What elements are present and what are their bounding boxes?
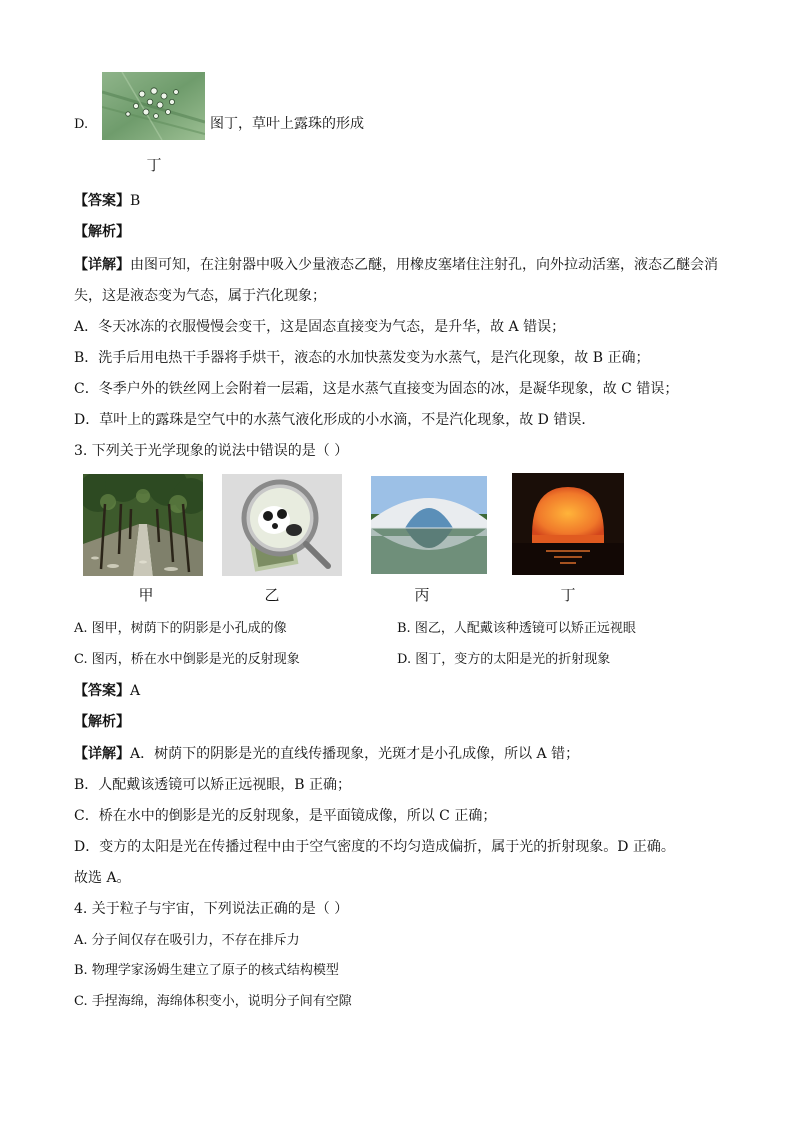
answer-label: 【答案】 — [74, 683, 130, 699]
q3-stem: 3. 下列关于光学现象的说法中错误的是（ ） — [74, 443, 349, 459]
q3-detail-d: D．变方的太阳是光在传播过程中由于空气密度的不均匀造成偏折，属于光的折射现象。D 正确。 — [74, 839, 675, 855]
q3-detail-b: B．人配戴该透镜可以矫正远视眼，B 正确； — [74, 777, 352, 793]
q4-stem: 4. 关于粒子与宇宙，下列说法正确的是（ ） — [74, 901, 349, 917]
q3-analysis-label: 【解析】 — [74, 714, 130, 730]
q4-option-b: B. 物理学家汤姆生建立了原子的核式结构模型 — [74, 963, 339, 978]
detail-label: 【详解】 — [74, 746, 130, 762]
q3-detail-a — [74, 745, 579, 763]
q2-detail-b: B．洗手后用电热干手器将手烘干，液态的水加快蒸发变为水蒸气，是汽化现象，故 B 正确； — [74, 350, 650, 366]
detail-text: A．树荫下的阴影是光的直线传播现象，光斑才是小孔成像，所以 A 错； — [130, 746, 580, 762]
q2-option-d-text: 图丁，草叶上露珠的形成 — [210, 116, 364, 132]
detail-text: 由图可知，在注射器中吸入少量液态乙醚，用橡皮塞堵住注射孔，向外拉动活塞，液态乙醚会消 — [130, 257, 718, 273]
q2-detail-d: D．草叶上的露珠是空气中的水蒸气液化形成的小水滴，不是汽化现象，故 D 错误． — [74, 412, 596, 428]
bridge-reflection-image — [371, 476, 487, 574]
q2-option-d-letter: D. — [74, 117, 89, 132]
q3-option-c: C. 图丙，桥在水中倒影是光的反射现象 — [74, 652, 300, 667]
detail-label: 【详解】 — [74, 257, 130, 273]
q3-option-a: A. 图甲，树荫下的阴影是小孔成的像 — [74, 621, 287, 636]
q3-detail-c: C．桥在水中的倒影是光的反射现象，是平面镜成像，所以 C 正确； — [74, 808, 497, 824]
dew-drops-image — [102, 72, 205, 140]
sunset-image — [512, 473, 624, 575]
q2-detail-line1 — [74, 256, 718, 274]
answer-value: A — [130, 683, 141, 699]
q3-conclusion: 故选 A。 — [74, 870, 131, 886]
q2-detail-a: A．冬天冰冻的衣服慢慢会变干，这是固态直接变为气态，是升华，故 A 错误； — [74, 319, 566, 335]
q2-answer — [74, 192, 140, 210]
magnifier-image — [222, 474, 342, 576]
caption-yi: 乙 — [264, 586, 280, 604]
caption-ding: 丁 — [560, 586, 576, 604]
q4-option-c: C. 手捏海绵，海绵体积变小，说明分子间有空隙 — [74, 994, 352, 1009]
answer-label: 【答案】 — [74, 193, 130, 209]
q4-option-a: A. 分子间仅存在吸引力，不存在排斥力 — [74, 933, 300, 948]
q2-analysis-label: 【解析】 — [74, 224, 130, 240]
caption-bing: 丙 — [414, 586, 430, 604]
answer-value: B — [130, 193, 141, 209]
q2-detail-line2: 失，这是液态变为气态，属于汽化现象； — [74, 288, 326, 304]
q2-detail-c: C．冬季户外的铁丝网上会附着一层霜，这是水蒸气直接变为固态的冰，是凝华现象，故 C 错误； — [74, 381, 679, 397]
q3-option-d: D. 图丁，变方的太阳是光的折射现象 — [397, 652, 611, 667]
q3-option-b: B. 图乙，人配戴该种透镜可以矫正远视眼 — [397, 621, 636, 636]
tree-shade-image — [83, 474, 203, 576]
caption-jia: 甲 — [138, 586, 154, 604]
q2-option-d-caption: 丁 — [146, 156, 162, 174]
q3-answer — [74, 682, 140, 700]
